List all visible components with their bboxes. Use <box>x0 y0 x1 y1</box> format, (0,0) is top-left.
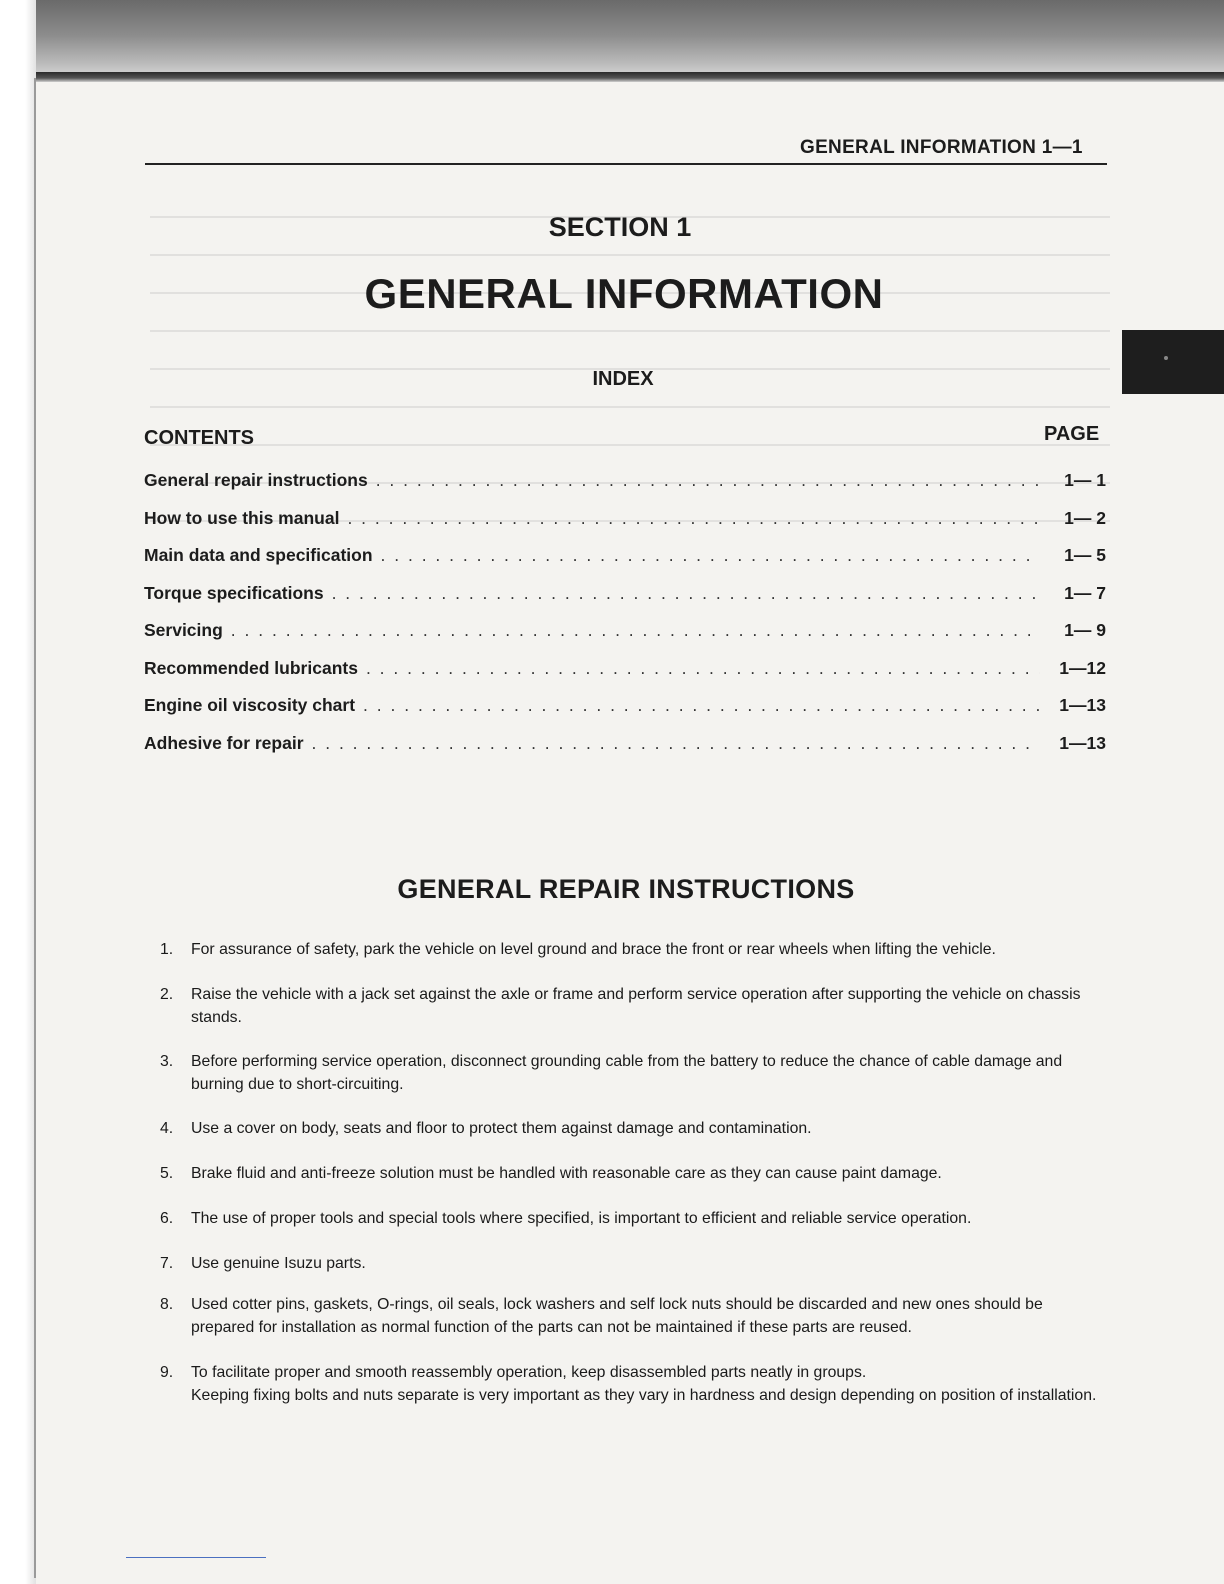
instruction-item <box>160 938 1110 983</box>
toc-entry-page: 1—13 <box>1059 695 1106 715</box>
instruction-item <box>160 1050 1110 1117</box>
toc-entry[interactable] <box>144 620 1106 658</box>
instruction-text: For assurance of safety, park the vehicle on level ground and brace the front or rear wheels when lifting the vehicle. <box>191 941 996 958</box>
contents-label: CONTENTS <box>144 427 254 449</box>
toc-entry-page: 1— 9 <box>1064 620 1106 640</box>
instruction-text: Used cotter pins, gaskets, O-rings, oil seals, lock washers and self lock nuts should be discarded and new ones should be prepared for installation as normal function of the parts can not be maintained if these parts are reused. <box>191 1296 1043 1336</box>
toc-entry[interactable] <box>144 545 1106 583</box>
toc-leader-dots <box>363 695 1040 716</box>
toc-entry[interactable] <box>144 583 1106 621</box>
toc-leader-dots <box>381 545 1040 566</box>
toc-leader-dots <box>376 470 1040 491</box>
instruction-number: 9. <box>160 1364 174 1381</box>
toc-entry-page: 1— 7 <box>1064 582 1106 603</box>
toc-leader-dots <box>312 733 1041 754</box>
toc-entry-page: 1— 5 <box>1064 545 1106 565</box>
instruction-text-continued: Keeping fixing bolts and nuts separate is very important as they vary in hardness and design depending on position of installation. <box>191 1387 1097 1404</box>
instruction-item <box>160 1117 1110 1162</box>
running-head: GENERAL INFORMATION 1—1 <box>800 137 1083 158</box>
toc-leader-dots <box>347 508 1040 529</box>
section-title: GENERAL INFORMATION <box>364 270 884 317</box>
instruction-text: To facilitate proper and smooth reassembly operation, keep disassembled parts neatly in groups. <box>191 1364 867 1381</box>
footer-mark <box>126 1557 266 1558</box>
instruction-item <box>160 1361 1110 1407</box>
toc-entry[interactable] <box>144 695 1106 733</box>
toc-entry-page: 1— 2 <box>1064 507 1106 528</box>
instruction-text: The use of proper tools and special tools where specified, is important to efficient and reliable service operation. <box>191 1210 972 1227</box>
instruction-text: Use genuine Isuzu parts. <box>191 1255 366 1272</box>
instruction-text: Before performing service operation, disconnect grounding cable from the battery to reduce the chance of cable damage and burning due to short-circuiting. <box>191 1053 1063 1093</box>
toc-leader-dots <box>332 583 1040 604</box>
scan-shadow-top <box>0 0 1224 78</box>
instruction-number: 1. <box>160 941 174 958</box>
toc-entry-title: General repair instructions <box>144 470 368 490</box>
toc-entry[interactable] <box>144 508 1106 546</box>
table-of-contents <box>144 470 1106 770</box>
index-heading: INDEX <box>592 368 654 390</box>
toc-entry[interactable] <box>144 733 1106 771</box>
instruction-text: Use a cover on body, seats and floor to protect them against damage and contamination. <box>191 1120 812 1137</box>
header-rule <box>145 163 1107 165</box>
toc-entry[interactable] <box>144 470 1106 508</box>
toc-entry-title: How to use this manual <box>144 507 340 528</box>
toc-leader-dots <box>366 658 1040 679</box>
toc-entry-title: Servicing <box>144 620 223 640</box>
toc-leader-dots <box>231 620 1040 641</box>
instruction-number: 4. <box>160 1120 174 1137</box>
instruction-item <box>160 1293 1110 1361</box>
toc-entry-page: 1— 1 <box>1064 470 1106 490</box>
section-label: SECTION 1 <box>548 212 692 242</box>
page-column-label: PAGE <box>1044 423 1100 445</box>
scan-page-edge-top <box>36 72 1224 82</box>
instruction-number: 8. <box>160 1296 174 1313</box>
repair-instructions-list <box>160 938 1110 1407</box>
toc-entry-title: Engine oil viscosity chart <box>144 695 356 715</box>
instruction-text: Raise the vehicle with a jack set against the axle or frame and perform service operation after supporting the vehicle on chassis stands. <box>191 986 1081 1026</box>
instruction-item <box>160 1252 1110 1293</box>
toc-entry[interactable] <box>144 658 1106 696</box>
instruction-number: 3. <box>160 1053 174 1070</box>
instruction-number: 6. <box>160 1210 174 1227</box>
instruction-item <box>160 1207 1110 1252</box>
instruction-item <box>160 1162 1110 1207</box>
toc-entry-title: Adhesive for repair <box>144 732 304 753</box>
instruction-text: Brake fluid and anti-freeze solution must be handled with reasonable care as they can cause paint damage. <box>191 1165 942 1182</box>
repair-instructions-heading: GENERAL REPAIR INSTRUCTIONS <box>397 874 855 904</box>
instruction-item <box>160 983 1110 1050</box>
toc-entry-title: Torque specifications <box>144 582 324 603</box>
instruction-number: 5. <box>160 1165 174 1182</box>
toc-entry-title: Recommended lubricants <box>144 657 358 678</box>
toc-entry-page: 1—13 <box>1059 732 1106 753</box>
instruction-number: 2. <box>160 986 174 1003</box>
toc-entry-page: 1—12 <box>1059 657 1106 678</box>
instruction-number: 7. <box>160 1255 174 1272</box>
toc-entry-title: Main data and specification <box>144 545 373 565</box>
thumb-tab-dot <box>1164 356 1168 360</box>
